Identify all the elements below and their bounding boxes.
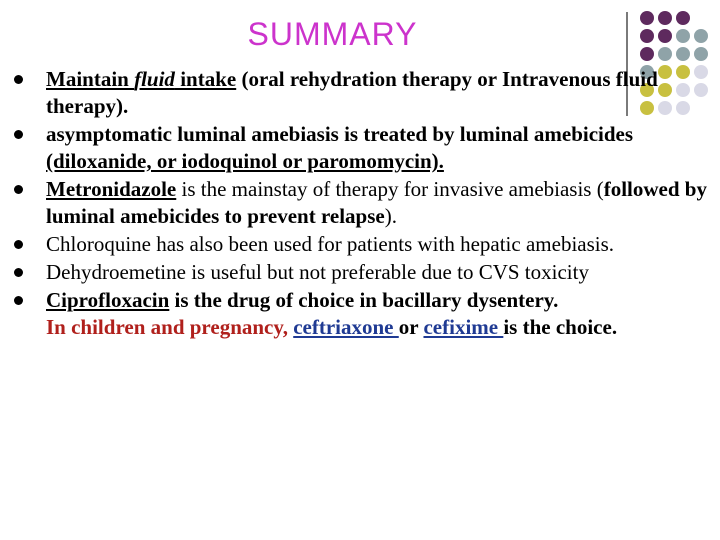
decor-dot xyxy=(640,47,654,61)
fluid-text: fluid xyxy=(134,67,175,91)
luminal-drugs-link[interactable]: (diloxanide, or iodoquinol or paromomycin). xyxy=(46,149,444,173)
choice-text: is the choice. xyxy=(503,315,618,339)
decor-dot xyxy=(694,29,708,43)
bullet-dot-icon xyxy=(14,296,23,305)
decor-dot xyxy=(658,11,672,25)
bullet-text xyxy=(46,122,633,173)
luminal-lead-text: asymptomatic luminal amebiasis is treated by luminal amebicides xyxy=(46,122,634,146)
decor-dot xyxy=(676,47,690,61)
bullet-text xyxy=(46,177,707,228)
bullet-luminal-amebicides xyxy=(14,121,714,175)
metronidazole-end-text: ). xyxy=(384,204,397,228)
decor-dot xyxy=(658,47,672,61)
bullet-dot-icon xyxy=(14,240,23,249)
decor-dot xyxy=(640,29,654,43)
bullet-chloroquine xyxy=(14,231,714,258)
cefixime-link[interactable]: cefixime xyxy=(423,315,504,339)
bullet-text xyxy=(46,288,617,339)
ciprofloxacin-mid-text: is the drug of choice in bacillary dysentery. xyxy=(169,288,559,312)
maintain-text: Maintain xyxy=(46,67,135,91)
slide-title: SUMMARY xyxy=(247,16,418,52)
intake-text: intake xyxy=(174,67,237,91)
decor-dot xyxy=(658,29,672,43)
summary-bullet-list xyxy=(14,66,714,342)
ceftriaxone-link[interactable]: ceftriaxone xyxy=(293,315,399,339)
bullet-text xyxy=(46,67,658,118)
bullet-fluid-intake xyxy=(14,66,714,120)
decor-dot xyxy=(694,47,708,61)
ciprofloxacin-link[interactable]: Ciprofloxacin xyxy=(46,288,170,312)
bullet-text: Dehydroemetine is useful but not preferable due to CVS toxicity xyxy=(46,260,589,284)
bullet-dot-icon xyxy=(14,268,23,277)
decor-dot xyxy=(676,11,690,25)
metronidazole-mid-text: is the mainstay of therapy for invasive amebiasis ( xyxy=(176,177,604,201)
fluid-therapy-text: (oral rehydration therapy or Intravenous fluid therapy). xyxy=(46,67,658,118)
bullet-ciprofloxacin xyxy=(14,287,714,341)
bullet-dot-icon xyxy=(14,130,23,139)
or-text: or xyxy=(398,315,424,339)
decor-dot xyxy=(676,29,690,43)
bullet-text: Chloroquine has also been used for patients with hepatic amebiasis. xyxy=(46,232,615,256)
followed-by-text: followed by luminal amebicides to prevent relapse xyxy=(46,177,707,228)
bullet-dehydroemetine xyxy=(14,259,714,286)
bullet-dot-icon xyxy=(14,75,23,84)
bullet-dot-icon xyxy=(14,185,23,194)
children-pregnancy-text: In children and pregnancy, xyxy=(46,315,294,339)
bullet-metronidazole xyxy=(14,176,714,230)
decor-dot xyxy=(640,11,654,25)
metronidazole-link[interactable]: Metronidazole xyxy=(46,177,177,201)
